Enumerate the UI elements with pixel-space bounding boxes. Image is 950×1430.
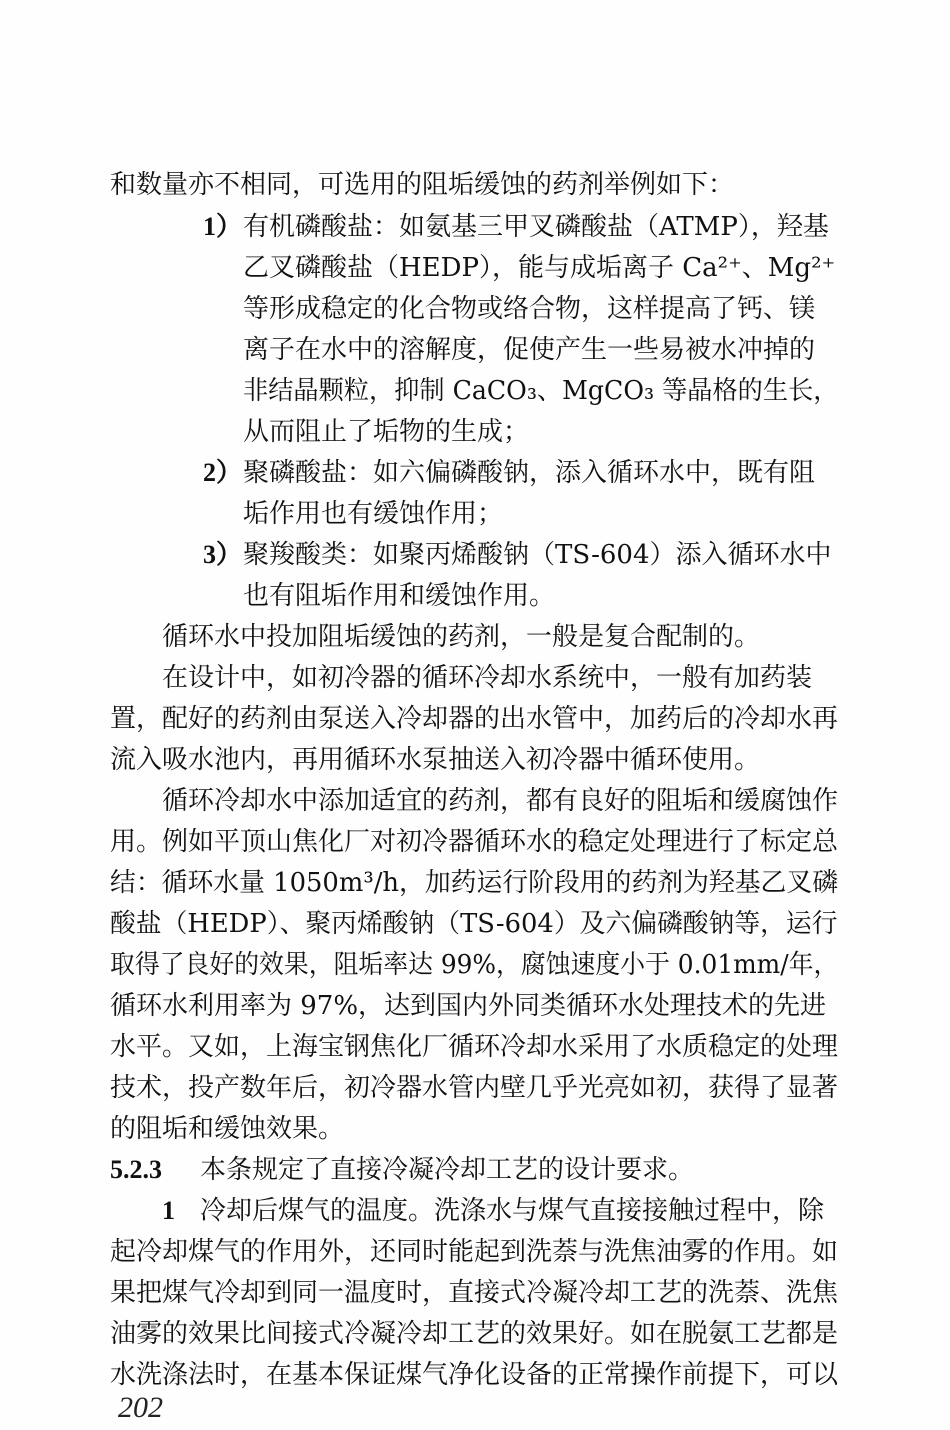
text-line: 的阻垢和缓蚀效果。 xyxy=(110,1114,345,1144)
text-line: 技术，投产数年后，初冷器水管内壁几乎光亮如初，获得了显著 xyxy=(110,1073,839,1103)
text-line: 循环冷却水中添加适宜的药剂，都有良好的阻垢和缓腐蚀作 xyxy=(162,786,839,816)
text-line: 起冷却煤气的作用外，还同时能起到洗萘与洗焦油雾的作用。如 xyxy=(110,1237,839,1267)
text-line: 垢作用也有缓蚀作用； xyxy=(243,499,504,529)
text-line: 水平。又如，上海宝钢焦化厂循环冷却水采用了水质稳定的处理 xyxy=(110,1032,839,1062)
text-line: 循环水中投加阻垢缓蚀的药剂，一般是复合配制的。 xyxy=(162,622,761,652)
text-line: 有机磷酸盐：如氨基三甲叉磷酸盐（ATMP），羟基 xyxy=(243,212,829,242)
text-line: 取得了良好的效果，阻垢率达 99%，腐蚀速度小于 0.01mm/年， xyxy=(110,950,839,980)
text-line: 和数量亦不相同，可选用的阻垢缓蚀的药剂举例如下： xyxy=(110,170,735,200)
page-number: 202 xyxy=(118,1391,163,1424)
list-marker-1: 1） xyxy=(203,212,243,241)
text-line: 等形成稳定的化合物或络合物，这样提高了钙、镁 xyxy=(243,294,816,324)
text-line: 也有阻垢作用和缓蚀作用。 xyxy=(243,581,556,611)
text-line: 冷却后煤气的温度。洗涤水与煤气直接接触过程中，除 xyxy=(200,1196,825,1226)
text-line: 酸盐（HEDP）、聚丙烯酸钠（TS-604）及六偏磷酸钠等，运行 xyxy=(110,909,838,939)
text-line: 聚磷酸盐：如六偏磷酸钠，添入循环水中，既有阻 xyxy=(243,458,816,488)
text-line: 非结晶颗粒，抑制 CaCO₃、MgCO₃ 等晶格的生长， xyxy=(243,376,839,406)
text-line: 在设计中，如初冷器的循环冷却水系统中，一般有加药装 xyxy=(162,663,813,693)
text-line: 乙叉磷酸盐（HEDP），能与成垢离子 Ca²⁺、Mg²⁺ xyxy=(243,253,836,283)
text-line: 离子在水中的溶解度，促使产生一些易被水冲掉的 xyxy=(243,335,816,365)
text-line: 油雾的效果比间接式冷凝冷却工艺的效果好。如在脱氨工艺都是 xyxy=(110,1319,839,1349)
section-number: 5.2.3 xyxy=(110,1155,162,1184)
text-line: 水洗涤法时，在基本保证煤气净化设备的正常操作前提下，可以 xyxy=(110,1360,839,1390)
text-line: 流入吸水池内，再用循环水泵抽送入初冷器中循环使用。 xyxy=(110,745,761,775)
text-line: 结：循环水量 1050m³/h，加药运行阶段用的药剂为羟基乙叉磷 xyxy=(110,868,839,898)
list-marker-3: 3） xyxy=(203,540,243,569)
section-heading: 本条规定了直接冷凝冷却工艺的设计要求。 xyxy=(200,1155,695,1185)
clause-number: 1 xyxy=(162,1196,175,1225)
text-line: 从而阻止了垢物的生成； xyxy=(243,417,530,447)
text-line: 用。例如平顶山焦化厂对初冷器循环水的稳定处理进行了标定总 xyxy=(110,827,839,857)
text-line: 循环水利用率为 97%，达到国内外同类循环水处理技术的先进 xyxy=(110,991,827,1021)
text-line: 置，配好的药剂由泵送入冷却器的出水管中，加药后的冷却水再 xyxy=(110,704,839,734)
list-marker-2: 2） xyxy=(203,458,243,487)
text-line: 果把煤气冷却到同一温度时，直接式冷凝冷却工艺的洗萘、洗焦 xyxy=(110,1278,839,1308)
text-line: 聚羧酸类：如聚丙烯酸钠（TS-604）添入循环水中 xyxy=(243,540,832,570)
